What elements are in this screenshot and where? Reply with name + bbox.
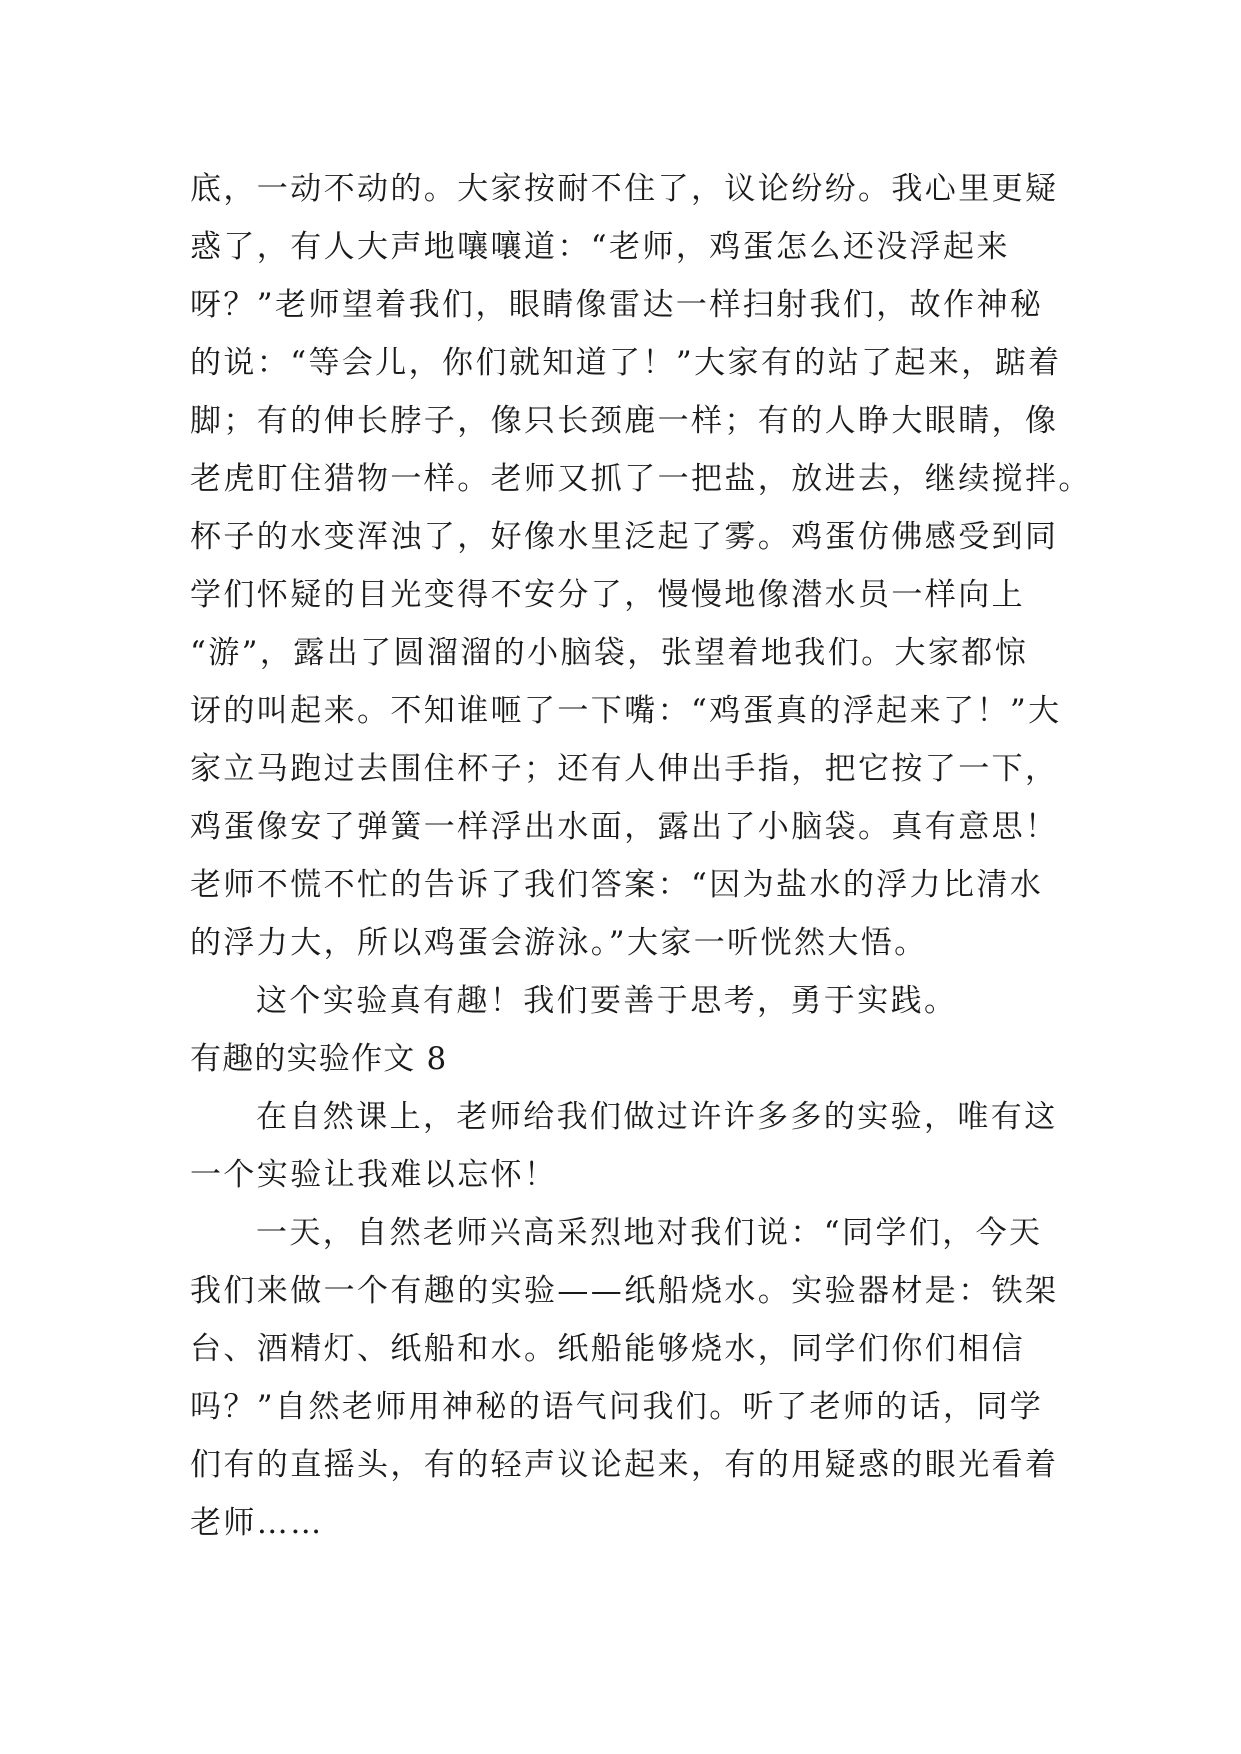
text-line: 学们怀疑的目光变得不安分了，慢慢地像潜水员一样向上 — [190, 577, 1025, 613]
text-line: 在自然课上，老师给我们做过许许多多的实验，唯有这 — [256, 1099, 1058, 1135]
text-line: 杯子的水变浑浊了，好像水里泛起了雾。鸡蛋仿佛感受到同 — [190, 519, 1059, 555]
text-line: 呀？”老师望着我们，眼睛像雷达一样扫射我们，故作神秘 — [190, 287, 1044, 323]
text-line: 的说：“等会儿，你们就知道了！”大家有的站了起来，踮着 — [190, 345, 1062, 381]
paragraph-1 — [190, 160, 1092, 972]
paragraph-2 — [190, 972, 1050, 1030]
text-line: 这个实验真有趣！我们要善于思考，勇于实践。 — [256, 983, 958, 1019]
text-line: 讶的叫起来。不知谁咂了一下嘴：“鸡蛋真的浮起来了！”大 — [190, 693, 1062, 729]
text-line: 老师…… — [190, 1505, 324, 1541]
text-line: 一天，自然老师兴高采烈地对我们说：“同学们，今天 — [256, 1215, 1043, 1251]
text-line: 惑了，有人大声地嚷嚷道：“老师，鸡蛋怎么还没浮起来 — [190, 229, 1010, 265]
paragraph-3 — [190, 1088, 1058, 1204]
text-line: 台、酒精灯、纸船和水。纸船能够烧水，同学们你们相信 — [190, 1331, 1025, 1367]
text-line: 们有的直摇头，有的轻声议论起来，有的用疑惑的眼光看着 — [190, 1447, 1059, 1483]
text-line: 吗？”自然老师用神秘的语气问我们。听了老师的话，同学 — [190, 1389, 1044, 1425]
paragraph-4 — [190, 1204, 1059, 1552]
text-line: 我们来做一个有趣的实验——纸船烧水。实验器材是：铁架 — [190, 1273, 1059, 1309]
text-line: 鸡蛋像安了弹簧一样浮出水面，露出了小脑袋。真有意思！ — [190, 809, 1059, 845]
text-line: “游”，露出了圆溜溜的小脑袋，张望着地我们。大家都惊 — [190, 635, 1029, 671]
document-page — [190, 160, 1092, 1552]
section-heading: 有趣的实验作文 8 — [190, 1041, 448, 1077]
text-line: 老师不慌不忙的告诉了我们答案：“因为盐水的浮力比清水 — [190, 867, 1044, 903]
text-line: 一个实验让我难以忘怀！ — [190, 1157, 558, 1193]
text-line: 家立马跑过去围住杯子；还有人伸出手指，把它按了一下， — [190, 751, 1059, 787]
text-line: 脚；有的伸长脖子，像只长颈鹿一样；有的人睁大眼睛，像 — [190, 403, 1059, 439]
text-line: 底，一动不动的。大家按耐不住了，议论纷纷。我心里更疑 — [190, 171, 1059, 207]
text-line: 老虎盯住猎物一样。老师又抓了一把盐，放进去，继续搅拌。 — [190, 461, 1092, 497]
text-line: 的浮力大，所以鸡蛋会游泳。”大家一听恍然大悟。 — [190, 925, 928, 961]
